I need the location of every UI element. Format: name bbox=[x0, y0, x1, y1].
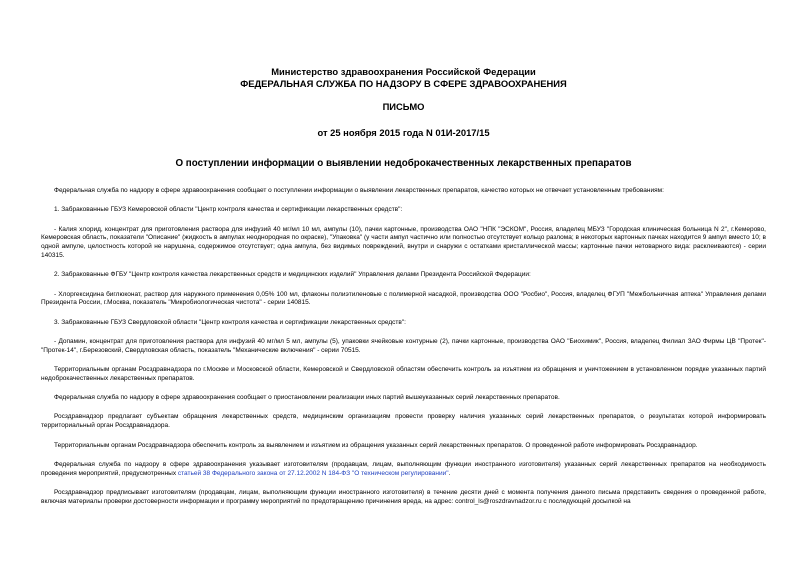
paragraph-text: . bbox=[448, 469, 451, 477]
paragraph: - Допамин, концентрат для приготовления раствора для инфузий 40 мг/мл 5 мл, ампулы (5), упаковки ячейковые контурные (2), пачки картонные, производства ОАО "Биохимик", Россия, владелец Филиал ЗАО Фирмы ЦВ "Протек"-"Протек-14", г.Березовский, Свердловская область, показатель "Механические включения" - серии 70515. bbox=[41, 337, 766, 354]
paragraph bbox=[41, 461, 766, 479]
paragraph: Федеральная служба по надзору в сфере здравоохранения сообщает о приостановлении реализации иных партий вышеуказанных серий лекарственных препаратов. bbox=[54, 394, 560, 402]
document-date-number: от 25 ноября 2015 года N 01И-2017/15 bbox=[317, 126, 490, 138]
paragraph-text: Федеральная служба по надзору в сфере здравоохранения указывает изготовителям (продавцам, лицам, выполняющим функции иностранного изготовителя) указанных серий лекарственных препаратов на необходимость проведения мероприятий, предусмотренных bbox=[41, 460, 766, 477]
document-subject: О поступлении информации о выявлении недоброкачественных лекарственных препаратов bbox=[175, 158, 632, 169]
law-reference-link[interactable]: статьей 38 Федерального закона от 27.12.2002 N 184-ФЗ "О техническом регулировании" bbox=[177, 469, 449, 477]
paragraph: Территориальным органам Росздравнадзора обеспечить контроль за выявлением и изъятием из обращения указанных серий лекарственных препаратов. О проведенной работе информировать Росздравнадзор. bbox=[54, 441, 698, 449]
paragraph: 3. Забракованные ГБУЗ Свердловской области "Центр контроля качества и сертификации лекарственных средств": bbox=[54, 318, 406, 326]
document-body bbox=[41, 187, 766, 507]
paragraph: Росздравнадзор предлагает субъектам обращения лекарственных средств, медицинским организациям провести проверку наличия указанных серий лекарственных препаратов, о результатах которой информировать территориальный орган Росздравнадзора. bbox=[41, 413, 766, 430]
service-name: ФЕДЕРАЛЬНАЯ СЛУЖБА ПО НАДЗОРУ В СФЕРЕ ЗДРАВООХРАНЕНИЯ bbox=[240, 77, 567, 89]
paragraph: Росздравнадзор предписывает изготовителям (продавцам, лицам, выполняющим функции иностранного изготовителя) в течение десяти дней с момента получения данного письма представить сведения о проведенной работе, включая материалы проверки достоверности информации и программу мероприятий по предотвращению причинения вреда, на адрес: control_ls@roszdravnadzor.ru с последующей досылкой на bbox=[41, 488, 766, 505]
paragraph: Территориальным органам Росздравнадзора по г.Москве и Московской области, Кемеровской и Свердловской областям обеспечить контроль за изъятием из обращения и уничтожением в установленном порядке указанных партий недоброкачественных лекарственных препаратов. bbox=[41, 366, 766, 382]
document-header bbox=[41, 66, 766, 138]
ministry-name: Министерство здравоохранения Российской Федерации bbox=[271, 66, 536, 77]
paragraph: 1. Забракованные ГБУЗ Кемеровской области "Центр контроля качества и сертификации лекарственных средств": bbox=[54, 206, 403, 214]
paragraph: - Хлоргексидина биглюконат, раствор для наружного применения 0,05% 100 мл, флаконы полиэтиленовые с полимерной насадкой, производства ООО "Росбио", Россия, владелец ФГУП "Межбольничная аптека" Управления делами Президента России, г.Москва, показатель "Микробиологическая чистота" - серии 140815. bbox=[41, 290, 766, 307]
paragraph: 2. Забракованные ФГБУ "Центр контроля качества лекарственных средств и медицинских изделий" Управления делами Президента Российской Федерации: bbox=[54, 271, 531, 279]
paragraph: Федеральная служба по надзору в сфере здравоохранения сообщает о поступлении информации о выявлении лекарственных препаратов, качество которых не отвечает установленным требованиям: bbox=[54, 187, 664, 194]
paragraph: - Калия хлорид, концентрат для приготовления раствора для инфузий 40 мг/мл 10 мл, ампулы (10), пачки картонные, производства ОАО "НПК "ЭСКОМ", Россия, владелец МБУЗ "Городская клиническая больница N 2", г.Кемерово, Кемеровская область, показатели "Описание" (жидкость в ампулах неоднородная по окраске), "Упаковка" (у части ампул частично или полностью отсутствует кольцо разлома; в некоторых картонных пачках находится 9 ампул вместо 10; в одной ампуле, целостность которой не нарушена, содержимое отсутствует; одна ампула, без видимых повреждений, внутри и снаружи с остатками кристаллической массы; картонные пачки нетоварного вида: расклеиваются) - серии 140315. bbox=[41, 225, 766, 259]
document-type: ПИСЬМО bbox=[382, 101, 425, 112]
